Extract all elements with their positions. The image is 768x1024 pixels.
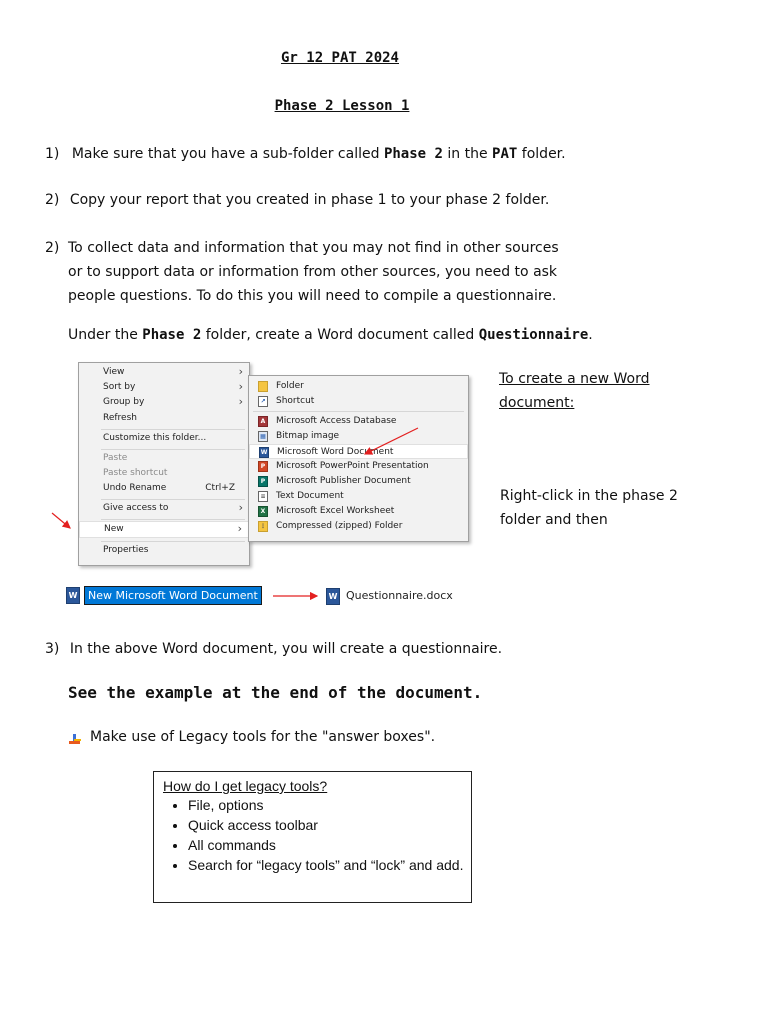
rename-field[interactable]: New Microsoft Word Document	[84, 586, 262, 605]
text-run: folder, create a Word document called	[201, 327, 479, 343]
step-number: 3)	[45, 641, 60, 657]
menu-label: Text Document	[276, 491, 344, 501]
list-item: • Quick access toolbar	[188, 815, 471, 835]
chevron-right-icon: ›	[238, 365, 243, 378]
arrow-to-new	[52, 513, 70, 528]
step-text: Copy your report that you created in phase 1 to your phase 2 folder.	[69, 192, 550, 208]
chevron-right-icon: ›	[238, 380, 243, 393]
menu-label: View	[103, 367, 125, 377]
menu-label: New	[104, 524, 124, 534]
menu-label: Microsoft Word Document	[277, 447, 394, 457]
folder-name: PAT	[492, 146, 518, 162]
folder-name: Phase 2	[142, 327, 202, 343]
publisher-icon: P	[258, 476, 268, 487]
menu-label: Sort by	[103, 382, 136, 392]
document-title: Gr 12 PAT 2024	[280, 50, 399, 66]
text-document-icon: ≡	[258, 491, 268, 502]
legacy-note: Make use of Legacy tools for the "answer boxes".	[90, 729, 436, 745]
legacy-tools-box	[153, 771, 472, 903]
text-line: document:	[499, 395, 575, 411]
text-line: To collect data and information that you may not find in other sources	[68, 240, 559, 256]
menu-label: Shortcut	[276, 396, 315, 406]
bullet-arrow-icon	[68, 732, 80, 744]
step-text: folder.	[517, 146, 566, 162]
chevron-right-icon: ›	[237, 522, 242, 535]
shortcut-label: Ctrl+Z	[205, 483, 235, 493]
menu-label: Paste shortcut	[103, 468, 168, 478]
bitmap-icon: ▦	[258, 431, 268, 442]
text-run: .	[588, 327, 593, 343]
chevron-right-icon: ›	[238, 395, 243, 408]
step-number: 1)	[45, 146, 60, 162]
menu-label: Paste	[103, 453, 128, 463]
menu-label: Compressed (zipped) Folder	[276, 521, 403, 531]
step-number: 2)	[45, 192, 60, 208]
step-number: 2)	[45, 240, 60, 256]
list-item: • All commands	[188, 835, 471, 855]
text-line: folder and then	[500, 512, 608, 528]
menu-label: Microsoft Excel Worksheet	[276, 506, 395, 516]
menu-label: Bitmap image	[276, 431, 340, 441]
menu-label: Group by	[103, 397, 145, 407]
menu-label: Properties	[103, 545, 149, 555]
text-line: people questions. To do this you will need to compile a questionnaire.	[68, 288, 557, 304]
word-icon: W	[326, 588, 340, 605]
side-note-title	[499, 367, 649, 415]
lesson-title: Phase 2 Lesson 1	[274, 98, 410, 114]
legacy-box-title: How do I get legacy tools?	[163, 778, 328, 794]
menu-label: Undo Rename	[103, 483, 167, 493]
text-line: To create a new Word	[499, 371, 650, 387]
access-icon: A	[258, 416, 268, 427]
step-text: Make sure that you have a sub-folder called	[71, 146, 384, 162]
renamed-file[interactable]: Questionnaire.docx	[346, 589, 453, 602]
chevron-right-icon: ›	[238, 501, 243, 514]
step-text: in the	[442, 146, 493, 162]
menu-label: Microsoft Publisher Document	[276, 476, 411, 486]
powerpoint-icon: P	[258, 461, 268, 472]
list-item: • Search for “legacy tools” and “lock” and add.	[188, 855, 471, 875]
side-note-body	[500, 484, 678, 532]
list-item: • File, options	[188, 795, 471, 815]
menu-label: Give access to	[103, 503, 169, 513]
text-line: Right-click in the phase 2	[500, 488, 678, 504]
text-run: Under the	[68, 327, 143, 343]
step-text: In the above Word document, you will create a questionnaire.	[69, 641, 503, 657]
folder-name: Phase 2	[383, 146, 443, 162]
step-3	[45, 637, 502, 661]
zip-folder-icon: ⋮	[260, 523, 266, 530]
word-icon: W	[260, 449, 268, 456]
menu-label: Customize this folder...	[103, 433, 207, 443]
word-icon: W	[66, 587, 80, 604]
menu-label: Refresh	[103, 413, 137, 423]
shortcut-icon: ↗	[258, 396, 268, 407]
menu-label: Microsoft Access Database	[276, 416, 397, 426]
text-line: or to support data or information from other sources, you need to ask	[68, 264, 558, 280]
menu-label: Folder	[276, 381, 304, 391]
excel-icon: X	[258, 506, 268, 517]
document-name: Questionnaire	[478, 327, 589, 343]
arrow-to-word-document	[365, 428, 418, 454]
example-note: See the example at the end of the document.	[68, 683, 483, 702]
legacy-steps-list	[154, 795, 471, 875]
menu-label: Microsoft PowerPoint Presentation	[276, 461, 429, 471]
